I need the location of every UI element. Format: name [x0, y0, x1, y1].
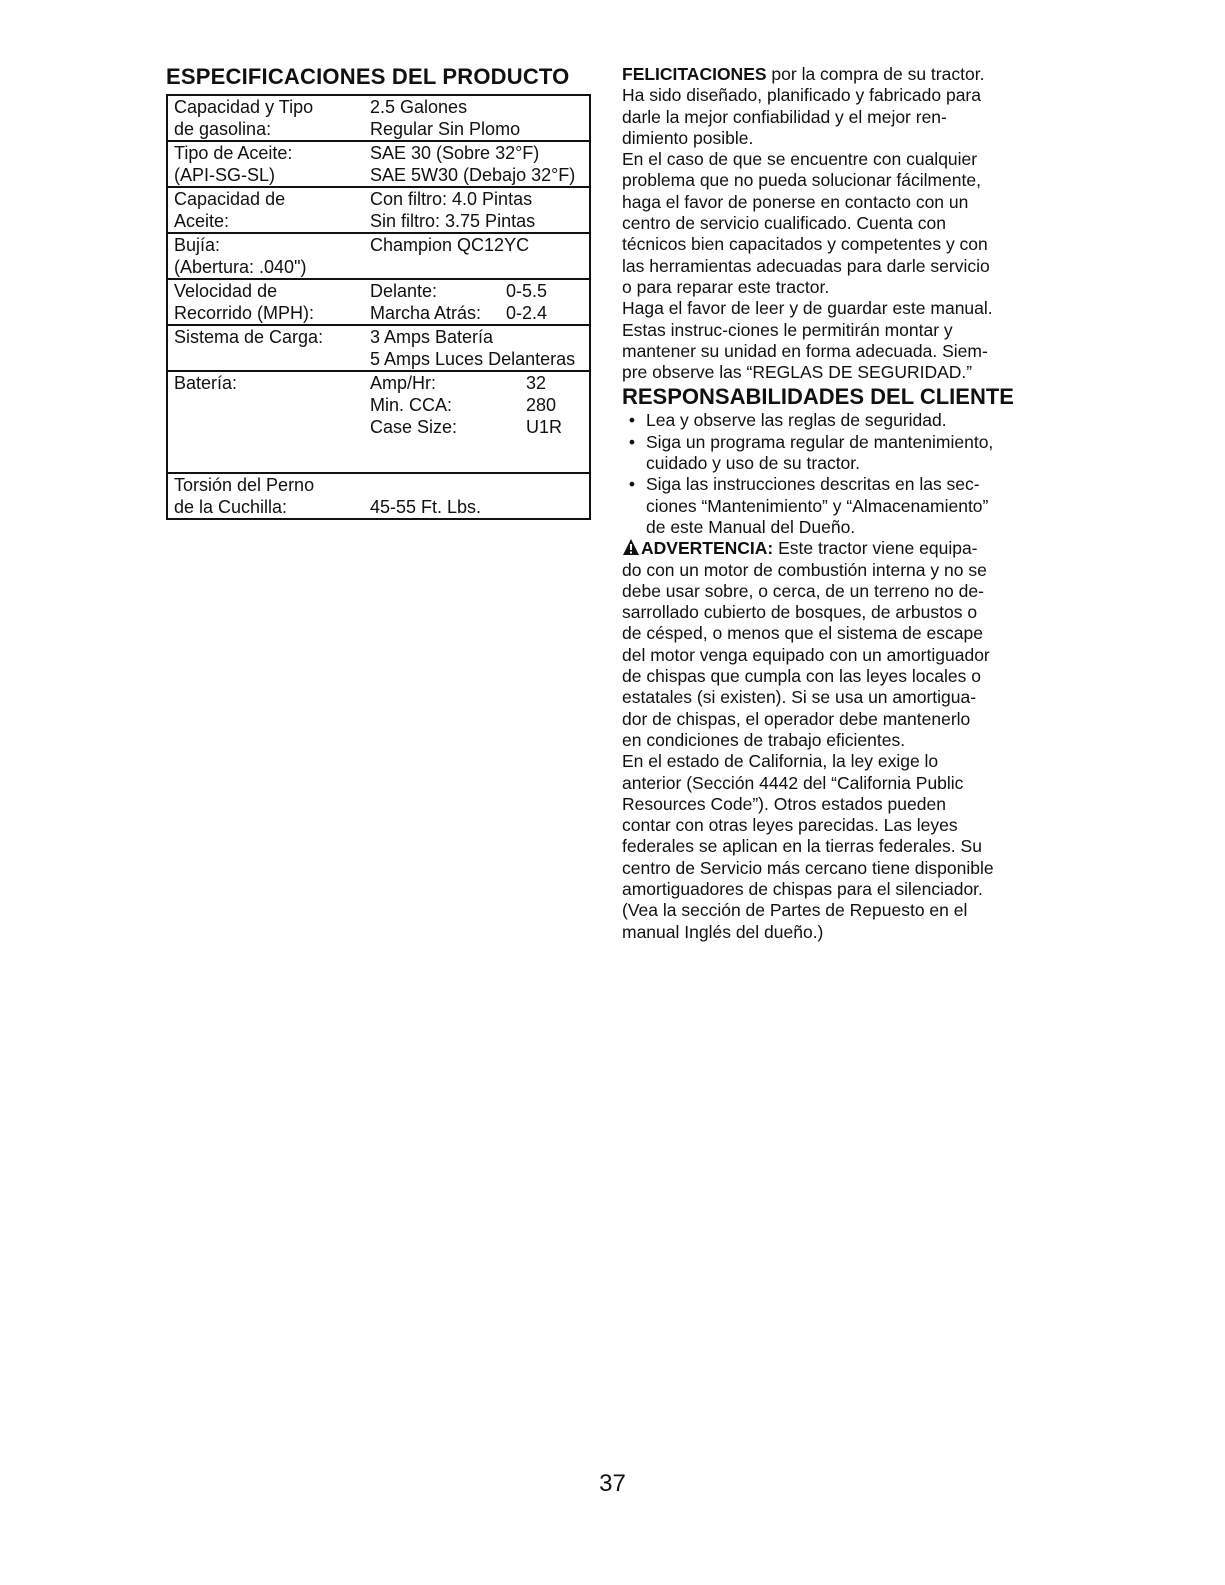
- responsibilities-list: [622, 410, 1062, 538]
- spec-label: Tipo de Aceite: (API-SG-SL): [174, 143, 293, 185]
- list-item: • Siga un programa regular de mantenimiento, cuidado y uso de su tractor.: [622, 432, 1062, 475]
- spec-label: Batería:: [174, 373, 238, 393]
- bullet-icon: •: [628, 431, 636, 452]
- spec-label: Capacidad de Aceite:: [174, 189, 286, 231]
- congratulations-paragraph: FELICITACIONES por la compra de su tractor. Ha sido diseñado, planificado y fabricado para darle la mejor confiabilidad y el mejor ren- dimiento posible. En el caso de que se encuentre con cualquier problema que no pueda solucionar fácilmente, haga el favor de ponerse en contacto con un centro de servicio cualificado. Cuenta con técnicos bien capacitados y competentes y con las herramientas adecuadas para darle servicio o para reparar este tractor. Haga el favor de leer y de guardar este manual. Estas instruc-ciones le permitirán montar y mantener su unidad en forma adecuada. Siem- pre observe las “REGLAS DE SEGURIDAD.”: [622, 64, 993, 383]
- right-column: [622, 64, 1062, 943]
- warning-label: ADVERTENCIA:: [641, 538, 774, 559]
- spec-label: Velocidad de Recorrido (MPH):: [174, 281, 315, 323]
- spec-label: Capacidad y Tipo de gasolina:: [174, 97, 314, 139]
- page-number: 37: [599, 1470, 626, 1497]
- congratulations-lead: FELICITACIONES: [622, 64, 767, 84]
- list-item: • Siga las instrucciones descritas en las sec- ciones “Mantenimiento” y “Almacenamiento” de este Manual del Dueño.: [622, 474, 1062, 538]
- spec-value: 3 Amps Batería 5 Amps Luces Delanteras: [370, 327, 576, 369]
- bullet-icon: •: [628, 410, 636, 431]
- spec-value: Champion QC12YC: [370, 235, 530, 255]
- spec-label: Bujía: (Abertura: .040"): [174, 235, 307, 277]
- specifications-section: [166, 62, 596, 520]
- spec-row: [168, 96, 589, 140]
- warning-paragraph: ADVERTENCIA: Este tractor viene equipa- do con un motor de combustión interna y no se debe usar sobre, o cerca, de un terreno no de- sarrollado cubierto de bosques, de arbustos o de césped, o menos que el sistema de escape del motor venga equipado con un amortiguador de chispas que cumpla con las leyes locales o estatales (si existen). Si se usa un amortigua- dor de chispas, el operador debe mantenerlo en condiciones de trabajo eficientes. En el estado de California, la ley exige lo anterior (Sección 4442 del “California Public Resources Code”). Otros estados pueden contar con otras leyes parecidas. Las leyes federales se aplican en la tierras federales. Su centro de Servicio más cercano tiene disponible amortiguadores de chispas para el silenciador. (Vea la sección de Partes de Repuesto en el manual Inglés del dueño.): [622, 538, 994, 942]
- spec-label: Torsión del Perno de la Cuchilla:: [174, 475, 315, 517]
- spec-value: 45-55 Ft. Lbs.: [370, 497, 482, 517]
- responsibilities-title: RESPONSABILIDADES DEL CLIENTE: [622, 384, 1014, 410]
- spec-row: [168, 324, 589, 370]
- spec-row: [168, 278, 589, 324]
- warning-triangle-icon: [622, 538, 640, 556]
- bullet-icon: •: [628, 474, 636, 495]
- spec-value: 2.5 Galones Regular Sin Plomo: [370, 97, 521, 139]
- specifications-title: ESPECIFICACIONES DEL PRODUCTO: [166, 64, 570, 89]
- spec-row: [168, 472, 589, 518]
- spec-label: Sistema de Carga:: [174, 327, 324, 347]
- spec-value: SAE 30 (Sobre 32°F) SAE 5W30 (Debajo 32°F): [370, 143, 576, 185]
- spec-row: [168, 140, 589, 186]
- spec-value: Amp/Hr: 32 Min. CCA: 280 Case Size: U1R: [370, 373, 563, 437]
- spec-value: Con filtro: 4.0 Pintas Sin filtro: 3.75 Pintas: [370, 189, 536, 231]
- spec-value: Delante: 0-5.5 Marcha Atrás: 0-2.4: [370, 281, 548, 323]
- spec-row: [168, 232, 589, 278]
- specifications-table: [166, 94, 591, 520]
- list-item: • Lea y observe las reglas de seguridad.: [622, 410, 1062, 431]
- spec-row: [168, 186, 589, 232]
- spec-row: [168, 370, 589, 472]
